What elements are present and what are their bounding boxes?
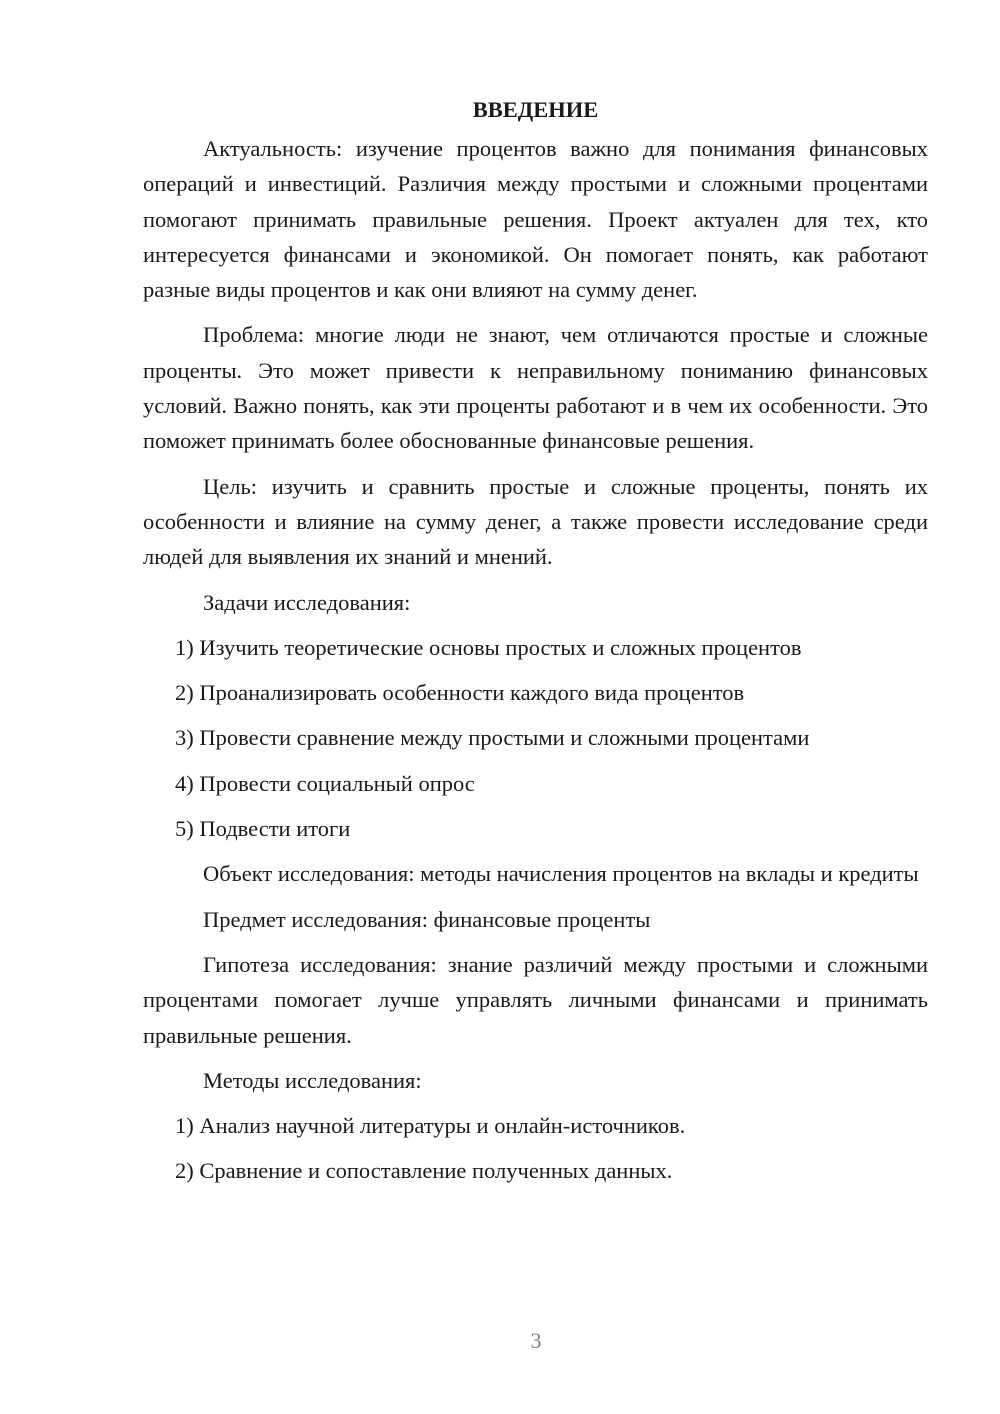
hypothesis-paragraph: Гипотеза исследования: знание различий между простыми и сложными процентами помогает лучше управлять личными финансами и принимать правильные решения. <box>143 951 928 1048</box>
page-title: ВВЕДЕНИЕ <box>472 97 599 122</box>
list-item: 3) Провести сравнение между простыми и сложными процентами <box>175 725 810 751</box>
methods-list <box>143 1108 928 1189</box>
relevance-paragraph: Актуальность: изучение процентов важно для понимания финансовых операций и инвестиций. Различия между простыми и сложными процентами помогают принимать правильные решения. Проект актуален для тех, кто интересуется финансами и экономикой. Он помогает понять, как работают разные виды процентов и как они влияют на сумму денег. <box>143 136 928 303</box>
document-page <box>143 92 928 1199</box>
list-item: 2) Проанализировать особенности каждого вида процентов <box>175 680 745 706</box>
list-item: 2) Сравнение и сопоставление полученных данных. <box>175 1158 673 1184</box>
list-item: 4) Провести социальный опрос <box>175 770 475 796</box>
problem-paragraph: Проблема: многие люди не знают, чем отличаются простые и сложные проценты. Это может привести к неправильному пониманию финансовых условий. Важно понять, как эти проценты работают и в чем их особенности. Это поможет принимать более обоснованные финансовые решения. <box>143 322 928 454</box>
object-paragraph: Объект исследования: методы начисления процентов на вклады и кредиты <box>203 861 919 887</box>
goal-paragraph: Цель: изучить и сравнить простые и сложные проценты, понять их особенности и влияние на сумму денег, а также провести исследование среди людей для выявления их знаний и мнений. <box>143 473 928 570</box>
tasks-heading: Задачи исследования: <box>203 589 411 615</box>
list-item: 5) Подвести итоги <box>175 816 351 842</box>
list-item: 1) Изучить теоретические основы простых и сложных процентов <box>175 634 802 660</box>
subject-paragraph: Предмет исследования: финансовые проценты <box>203 906 651 932</box>
methods-heading: Методы исследования: <box>203 1067 422 1093</box>
list-item: 1) Анализ научной литературы и онлайн-источников. <box>175 1113 686 1139</box>
tasks-list <box>143 630 928 846</box>
page-number: 3 <box>530 1328 542 1353</box>
